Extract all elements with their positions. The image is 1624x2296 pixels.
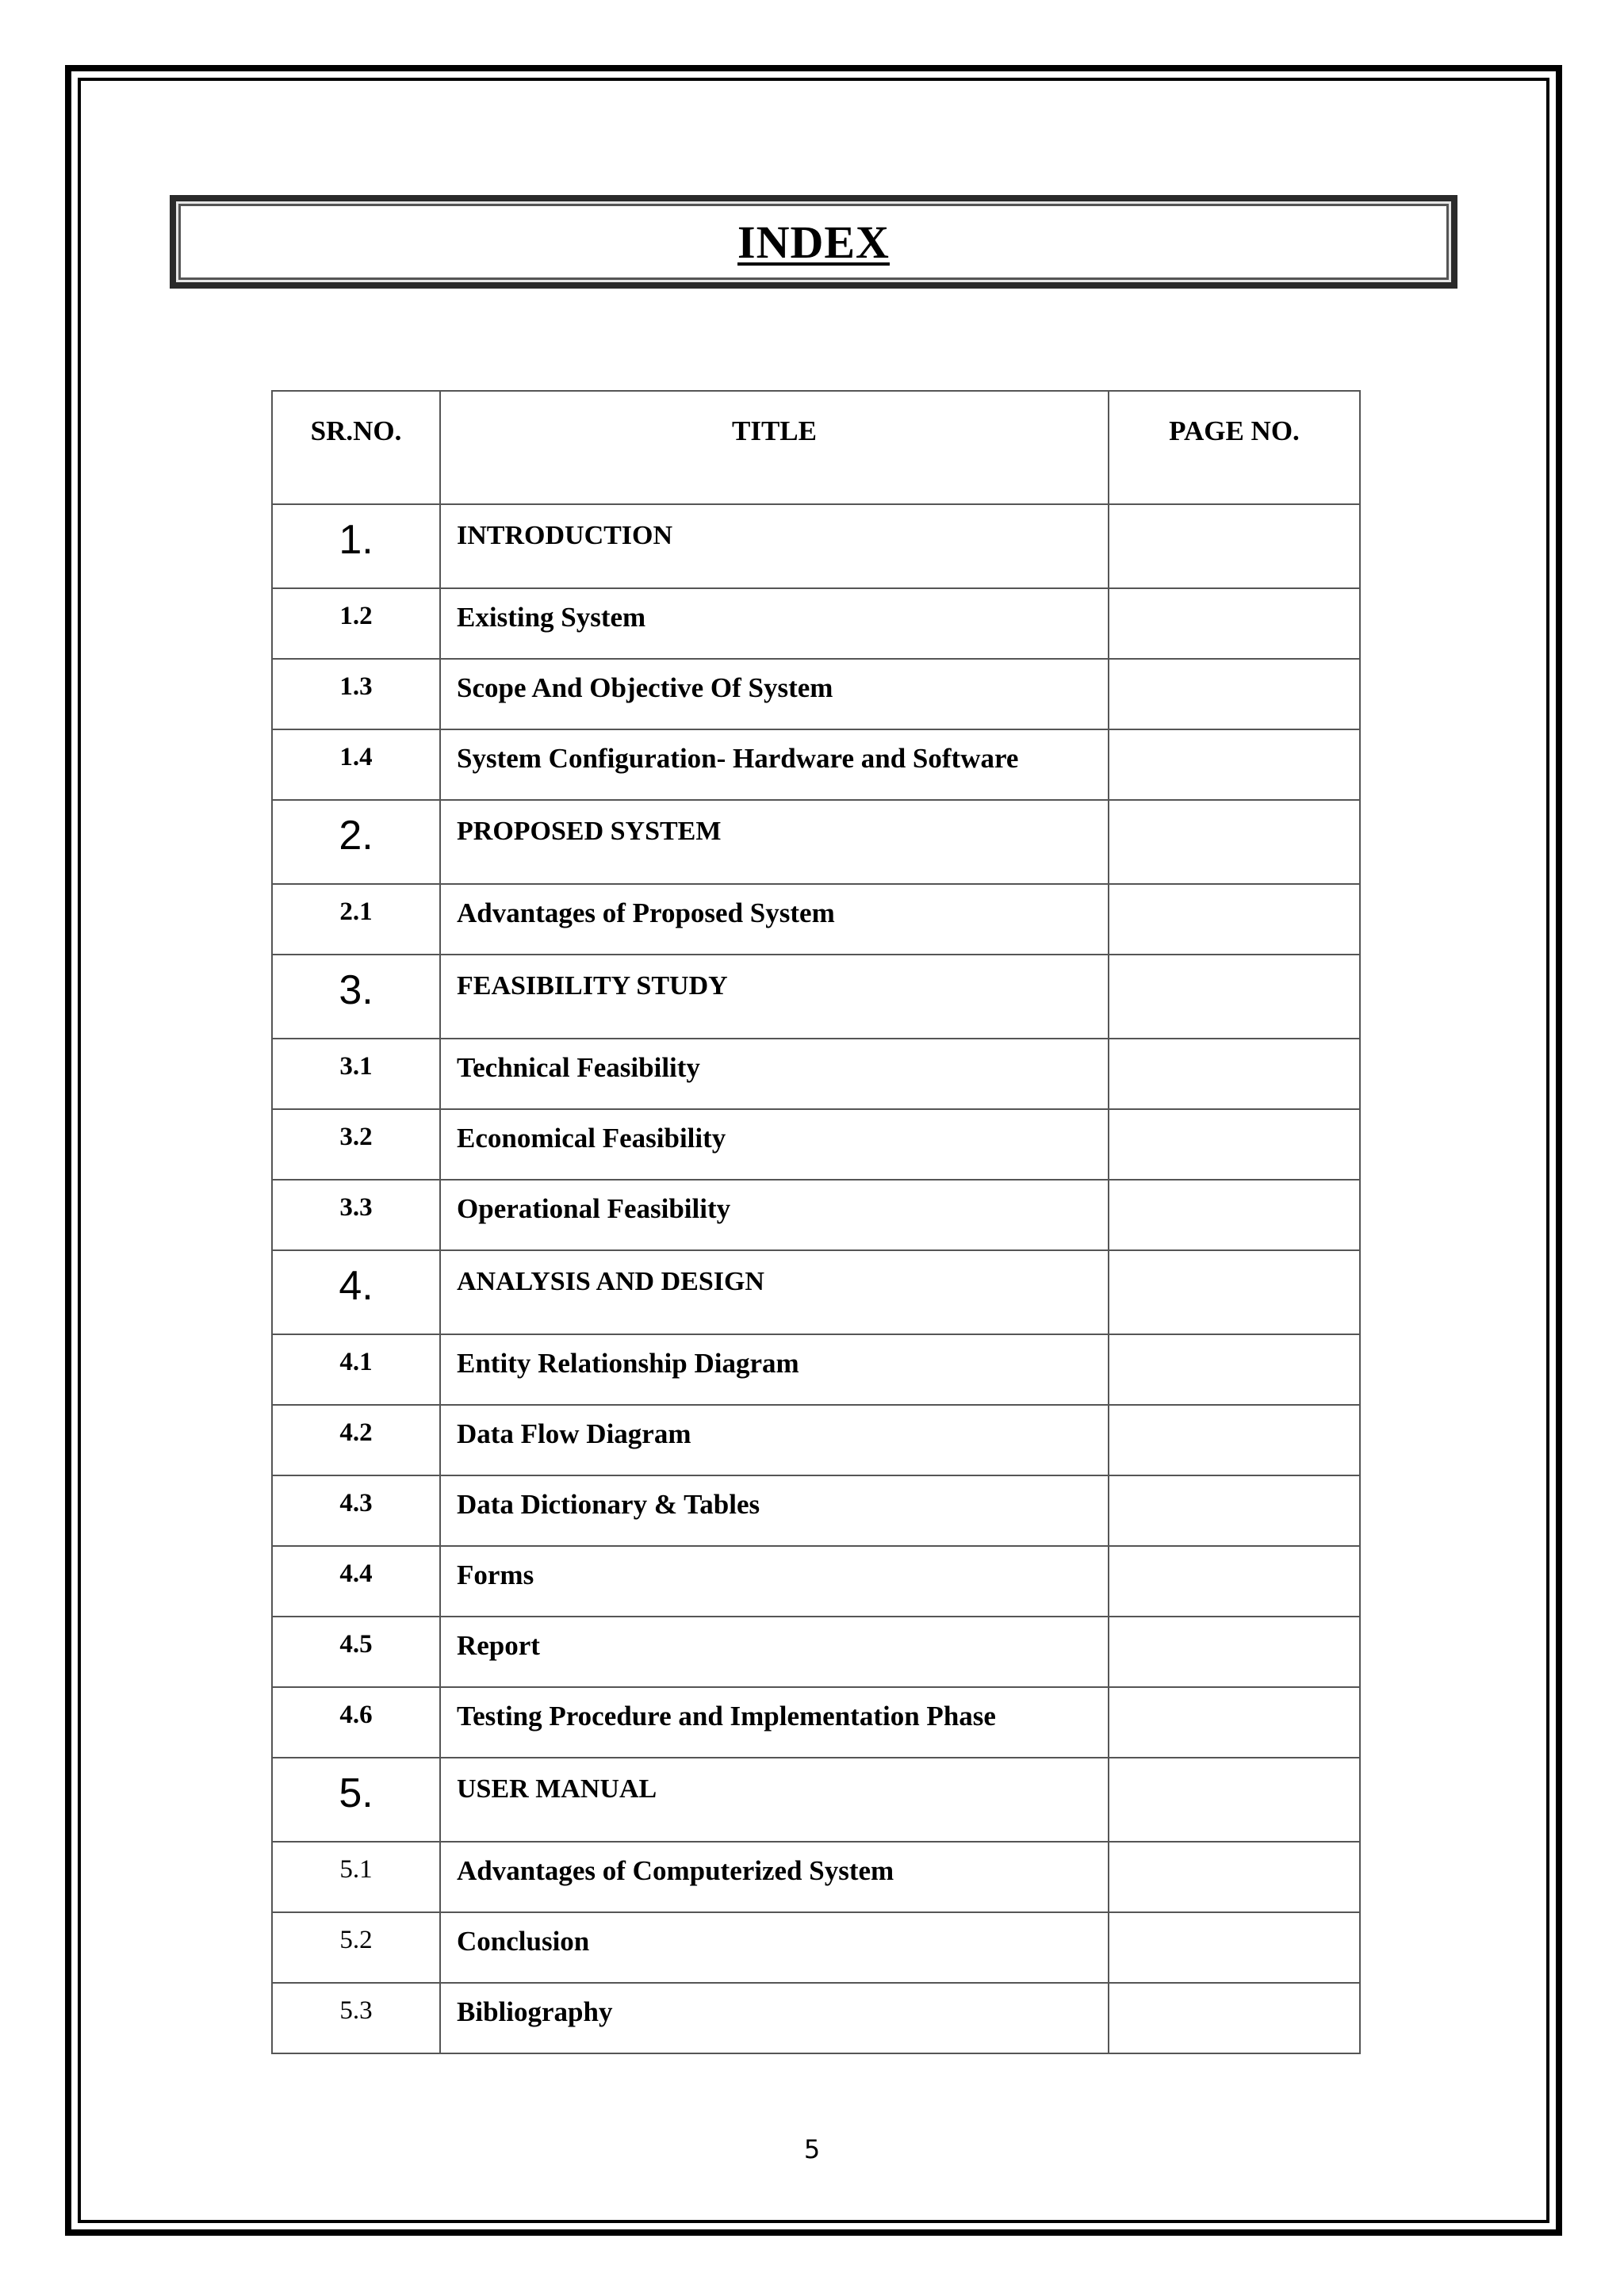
row-sr-no: 1. bbox=[272, 504, 440, 588]
row-sr-no: 4.6 bbox=[272, 1687, 440, 1758]
table-row bbox=[272, 1334, 1360, 1405]
row-page-no bbox=[1109, 504, 1360, 588]
row-title: Forms bbox=[440, 1546, 1109, 1617]
table-row bbox=[272, 955, 1360, 1039]
row-page-no bbox=[1109, 1983, 1360, 2053]
row-title: ANALYSIS AND DESIGN bbox=[440, 1250, 1109, 1334]
row-title: Advantages of Computerized System bbox=[440, 1842, 1109, 1912]
row-title: INTRODUCTION bbox=[440, 504, 1109, 588]
table-row bbox=[272, 1983, 1360, 2053]
row-page-no bbox=[1109, 1546, 1360, 1617]
table-row bbox=[272, 1617, 1360, 1687]
row-page-no bbox=[1109, 1758, 1360, 1842]
index-heading-box bbox=[170, 195, 1457, 289]
table-row bbox=[272, 1250, 1360, 1334]
row-sr-no: 5.3 bbox=[272, 1983, 440, 2053]
row-title: Data Dictionary & Tables bbox=[440, 1475, 1109, 1546]
table-row bbox=[272, 884, 1360, 955]
row-title: Existing System bbox=[440, 588, 1109, 659]
table-row bbox=[272, 659, 1360, 729]
row-title: Testing Procedure and Implementation Phase bbox=[440, 1687, 1109, 1758]
table-row bbox=[272, 1475, 1360, 1546]
row-page-no bbox=[1109, 955, 1360, 1039]
row-sr-no: 2. bbox=[272, 800, 440, 884]
row-page-no bbox=[1109, 1912, 1360, 1983]
row-title: Report bbox=[440, 1617, 1109, 1687]
row-page-no bbox=[1109, 1405, 1360, 1475]
row-title: Advantages of Proposed System bbox=[440, 884, 1109, 955]
row-title: Bibliography bbox=[440, 1983, 1109, 2053]
column-header-title: TITLE bbox=[440, 391, 1109, 504]
index-table-body bbox=[272, 504, 1360, 2053]
row-title: PROPOSED SYSTEM bbox=[440, 800, 1109, 884]
table-row bbox=[272, 800, 1360, 884]
page-title: INDEX bbox=[737, 216, 890, 268]
row-page-no bbox=[1109, 1842, 1360, 1912]
row-sr-no: 4. bbox=[272, 1250, 440, 1334]
row-page-no bbox=[1109, 800, 1360, 884]
row-sr-no: 4.3 bbox=[272, 1475, 440, 1546]
page-number: 5 bbox=[803, 2134, 821, 2164]
row-sr-no: 1.3 bbox=[272, 659, 440, 729]
table-row bbox=[272, 729, 1360, 800]
row-page-no bbox=[1109, 1039, 1360, 1109]
table-row bbox=[272, 1758, 1360, 1842]
row-sr-no: 3.2 bbox=[272, 1109, 440, 1180]
row-sr-no: 5.2 bbox=[272, 1912, 440, 1983]
row-title: Entity Relationship Diagram bbox=[440, 1334, 1109, 1405]
table-row bbox=[272, 504, 1360, 588]
row-sr-no: 3.3 bbox=[272, 1180, 440, 1250]
row-page-no bbox=[1109, 729, 1360, 800]
row-page-no bbox=[1109, 1180, 1360, 1250]
row-page-no bbox=[1109, 1334, 1360, 1405]
row-sr-no: 3. bbox=[272, 955, 440, 1039]
table-row bbox=[272, 588, 1360, 659]
row-sr-no: 5. bbox=[272, 1758, 440, 1842]
row-title: Conclusion bbox=[440, 1912, 1109, 1983]
row-page-no bbox=[1109, 1687, 1360, 1758]
row-sr-no: 4.1 bbox=[272, 1334, 440, 1405]
row-page-no bbox=[1109, 1109, 1360, 1180]
row-sr-no: 5.1 bbox=[272, 1842, 440, 1912]
row-title: USER MANUAL bbox=[440, 1758, 1109, 1842]
row-sr-no: 3.1 bbox=[272, 1039, 440, 1109]
row-sr-no: 2.1 bbox=[272, 884, 440, 955]
table-row bbox=[272, 1039, 1360, 1109]
table-row bbox=[272, 1912, 1360, 1983]
table-row bbox=[272, 1109, 1360, 1180]
column-header-page-no: PAGE NO. bbox=[1109, 391, 1360, 504]
row-sr-no: 4.4 bbox=[272, 1546, 440, 1617]
table-row bbox=[272, 1180, 1360, 1250]
index-table bbox=[271, 390, 1361, 2054]
row-page-no bbox=[1109, 1250, 1360, 1334]
row-title: Technical Feasibility bbox=[440, 1039, 1109, 1109]
row-page-no bbox=[1109, 1475, 1360, 1546]
table-row bbox=[272, 1687, 1360, 1758]
row-page-no bbox=[1109, 884, 1360, 955]
row-title: Economical Feasibility bbox=[440, 1109, 1109, 1180]
row-page-no bbox=[1109, 588, 1360, 659]
row-title: Scope And Objective Of System bbox=[440, 659, 1109, 729]
table-row bbox=[272, 1842, 1360, 1912]
row-page-no bbox=[1109, 659, 1360, 729]
row-title: FEASIBILITY STUDY bbox=[440, 955, 1109, 1039]
row-title: System Configuration- Hardware and Software bbox=[440, 729, 1109, 800]
row-title: Operational Feasibility bbox=[440, 1180, 1109, 1250]
row-sr-no: 4.5 bbox=[272, 1617, 440, 1687]
row-sr-no: 4.2 bbox=[272, 1405, 440, 1475]
table-row bbox=[272, 1546, 1360, 1617]
column-header-sr-no: SR.NO. bbox=[272, 391, 440, 504]
table-row bbox=[272, 1405, 1360, 1475]
row-sr-no: 1.4 bbox=[272, 729, 440, 800]
row-title: Data Flow Diagram bbox=[440, 1405, 1109, 1475]
table-header-row bbox=[272, 391, 1360, 504]
row-page-no bbox=[1109, 1617, 1360, 1687]
row-sr-no: 1.2 bbox=[272, 588, 440, 659]
